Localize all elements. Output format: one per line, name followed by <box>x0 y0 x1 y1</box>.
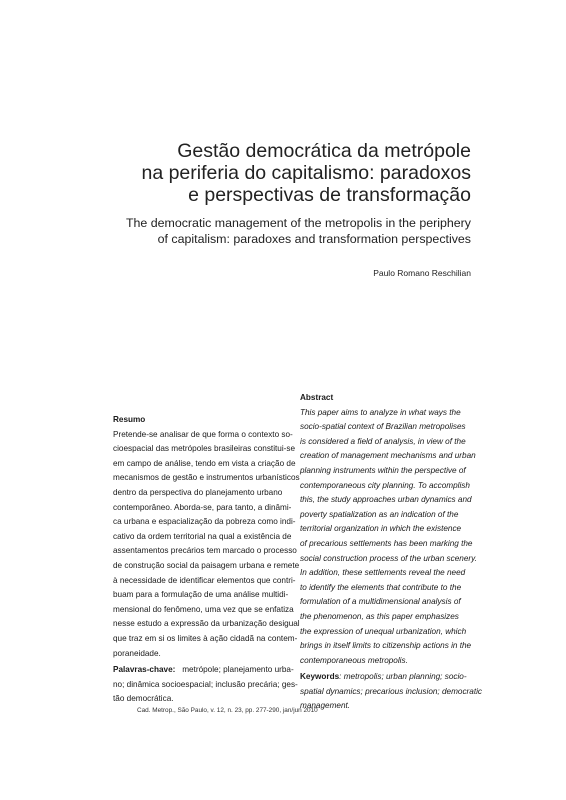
resumo-line: assentamentos precários tem marcado o processo <box>113 546 297 556</box>
abstract-line: This paper aims to analyze in what ways the <box>300 407 461 417</box>
abstract-line: contemporaneous metropolis. <box>300 655 408 665</box>
resumo-line: em campo de análise, tendo em vista a criação de <box>113 458 296 468</box>
abstract-line: brings in itself limits to citizenship actions in the <box>300 641 472 651</box>
resumo-line: de construção social da paisagem urbana e remete <box>113 560 300 570</box>
abstract-line: the phenomenon, as this paper emphasizes <box>300 611 459 621</box>
abstract-line: is considered a field of analysis, in view of the <box>300 436 466 446</box>
citation-footer: Cad. Metrop., São Paulo, v. 12, n. 23, pp. 277-290, jan/jun 2010 <box>137 707 318 714</box>
resumo-line: ca urbana e espacialização da pobreza como indi- <box>113 517 296 527</box>
abstract-line: In addition, these settlements reveal the need <box>300 568 466 578</box>
title-pt-line: Gestão democrática da metrópole <box>177 140 471 162</box>
title-block <box>111 140 471 247</box>
resumo-line: cioespacial das metrópoles brasileiras constitui-se <box>113 444 296 454</box>
resumo-line: cativo da ordem territorial na qual a existência de <box>113 531 292 541</box>
resumo-line: mecanismos de gestão e instrumentos urbanísticos <box>113 473 300 483</box>
resumo-heading: Resumo <box>113 415 146 424</box>
keywords-text: : metropolis; urban planning; socio- <box>339 672 467 682</box>
abstract-line: contemporaneous city planning. To accomplish <box>300 480 470 490</box>
resumo-line: poraneidade. <box>113 648 161 658</box>
resumo-column <box>113 413 300 707</box>
abstract-line: social construction process of the urban scenery. <box>300 553 477 563</box>
keywords-label: Palavras-chave: <box>113 665 176 675</box>
abstract-line: to identify the elements that contribute to the <box>300 582 462 592</box>
title-pt-line: na periferia do capitalismo: paradoxos <box>141 162 471 184</box>
resumo-line: contemporâneo. Aborda-se, para tanto, a dinâmi- <box>113 502 292 512</box>
title-portuguese <box>111 140 471 206</box>
resumo-body <box>113 428 300 662</box>
abstract-keywords <box>300 670 483 714</box>
abstract-line: planning instruments within the perspective of <box>300 465 466 475</box>
keywords-label: Keywords <box>300 672 340 682</box>
abstract-line: the expression of unequal urbanization, which <box>300 626 467 636</box>
title-english <box>111 215 471 247</box>
resumo-line: mensional do fenômeno, uma vez que se enfatiza <box>113 604 294 614</box>
abstract-column <box>300 391 483 714</box>
resumo-line: à necessidade de identificar elementos que contri- <box>113 575 296 585</box>
abstract-keywords-line: spatial dynamics; precarious inclusion; democratic <box>300 686 483 696</box>
title-pt-line: e perspectivas de transformação <box>188 184 471 206</box>
resumo-line: nesse estudo a expressão da urbanização desigual <box>113 619 300 629</box>
abstract-line: poverty spatialization as an indication of the <box>300 509 459 519</box>
abstract-line: formulation of a multidimensional analysis of <box>300 597 461 607</box>
resumo-line: que traz em si os limites à ação cidadã na contem- <box>113 633 298 643</box>
keywords-text: metrópole; planejamento urba- <box>182 665 294 675</box>
abstract-line: territorial organization in which the existence <box>300 524 462 534</box>
title-en-line: of capitalism: paradoxes and transformation perspectives <box>157 232 471 246</box>
abstract-line: of precarious settlements has been marking the <box>300 538 473 548</box>
resumo-keywords-line <box>113 663 294 678</box>
abstract-line: creation of management mechanisms and urban <box>300 451 476 461</box>
abstract-keywords-line: management. <box>300 701 351 711</box>
abstract-line: socio-spatial context of Brazilian metropolises <box>300 422 466 432</box>
abstract-line: this, the study approaches urban dynamics and <box>300 495 472 505</box>
title-en-line: The democratic management of the metropolis in the periphery <box>125 216 471 230</box>
resumo-line: Pretende-se analisar de que forma o contexto so- <box>113 429 293 439</box>
resumo-line: dentro da perspectiva do planejamento urbano <box>113 487 283 497</box>
resumo-keywords-line: tão democrática. <box>113 694 174 704</box>
abstract-heading: Abstract <box>300 393 334 402</box>
author-name: Paulo Romano Reschilian <box>373 268 471 278</box>
resumo-keywords <box>113 663 298 707</box>
abstract-body <box>300 406 477 669</box>
resumo-line: buam para a formulação de uma análise multidi- <box>113 590 289 600</box>
resumo-keywords-line: no; dinâmica socioespacial; inclusão precária; ges- <box>113 679 298 689</box>
abstract-keywords-line <box>300 670 471 685</box>
